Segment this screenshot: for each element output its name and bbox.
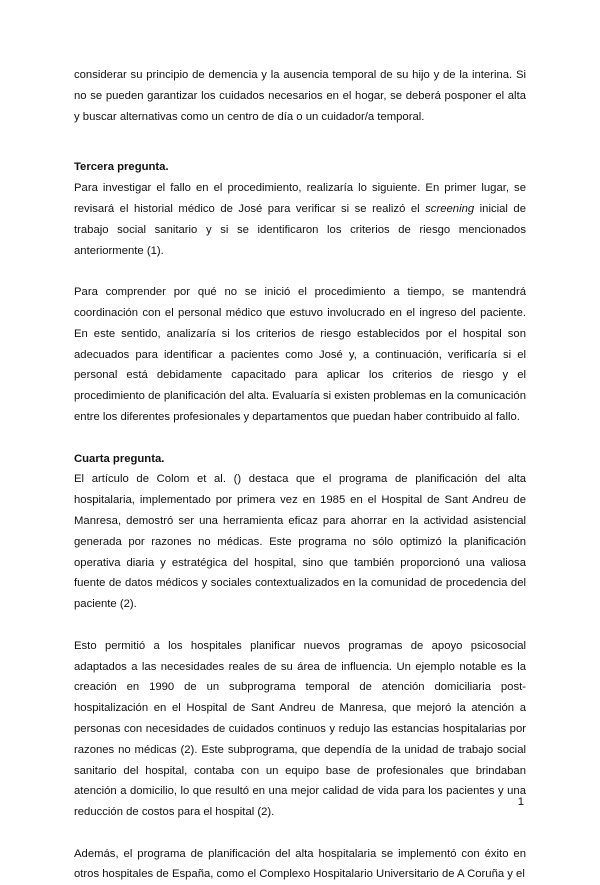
paragraph-psychosocial-programs: Esto permitió a los hospitales planificar nuevos programas de apoyo psicosocial adaptados a las necesidades reales de su área de influencia. Un ejemplo notable es la creación en 1990 de un subprograma temporal de atención domiciliaria post-hospitalización en el Hospital de Sant Andreu de Manresa, que mejoró la atención a personas con necesidades de cuidados continuos y redujo las estancias hospitalarias por razones no médicas (2). Este subprograma, que dependía de la unidad de trabajo social sanitario del hospital, contaba con un equipo base de profesionales que brindaban atención a domicilio, lo que resultó en una mejor calidad de vida para los pacientes y una reducción de costos para el hospital (2).	[74, 639, 526, 819]
paragraph-other-hospitals: Además, el programa de planificación del alta hospitalaria se implementó con éxito en otros hospitales de España, como el Complexo Hospitalario Universitario de A Coruña y el	[74, 847, 526, 881]
paragraph-dementia-discharge: considerar su principio de demencia y la ausencia temporal de su hijo y de la interina. Si no se pueden garantizar los cuidados necesarios en el hogar, se deberá posponer el alta y buscar alternativas como un centro de día o un cuidador/a temporal.	[74, 69, 526, 123]
document-body	[74, 65, 526, 885]
paragraph-investigation-part1: Para investigar el fallo en el procedimiento, realizaría lo siguiente. En primer lugar, se revisará el historial médico de José para verificar si se realizó el	[74, 182, 526, 215]
page-number: 1	[517, 796, 524, 808]
paragraph-investigation-part2: inicial de trabajo social sanitario y si se identificaron los criterios de riesgo mencionados anteriormente (1).	[74, 202, 526, 257]
paragraph-investigation	[74, 178, 526, 261]
screening-term: screening	[425, 202, 475, 215]
paragraph-colom-article: El artículo de Colom et al. () destaca que el programa de planificación del alta hospitalaria, implementado por primera vez en 1985 en el Hospital de Sant Andreu de Manresa, demostró ser una herramienta eficaz para ahorrar en la actividad asistencial generada por razones no médicas. Este programa no sólo optimizó la planificación operativa diaria y estratégica del hospital, sino que también proporcionó una valiosa fuente de datos médicos y sociales contextualizados en la comunidad de procedencia del paciente (2).	[74, 473, 526, 611]
heading-fourth-question: Cuarta pregunta.	[74, 452, 165, 465]
heading-third-question: Tercera pregunta.	[74, 161, 169, 174]
paragraph-coordination: Para comprender por qué no se inició el procedimiento a tiempo, se mantendrá coordinación con el personal médico que estuvo involucrado en el ingreso del paciente. En este sentido, analizaría si los criterios de riesgo establecidos por el hospital son adecuados para identificar a pacientes como José y, a continuación, verificaría si el personal está debidamente capacitado para aplicar los criterios de riesgo y el procedimiento de planificación del alta. Evaluaría si existen problemas en la comunicación entre los diferentes profesionales y departamentos que puedan haber contribuido al fallo.	[74, 286, 526, 423]
